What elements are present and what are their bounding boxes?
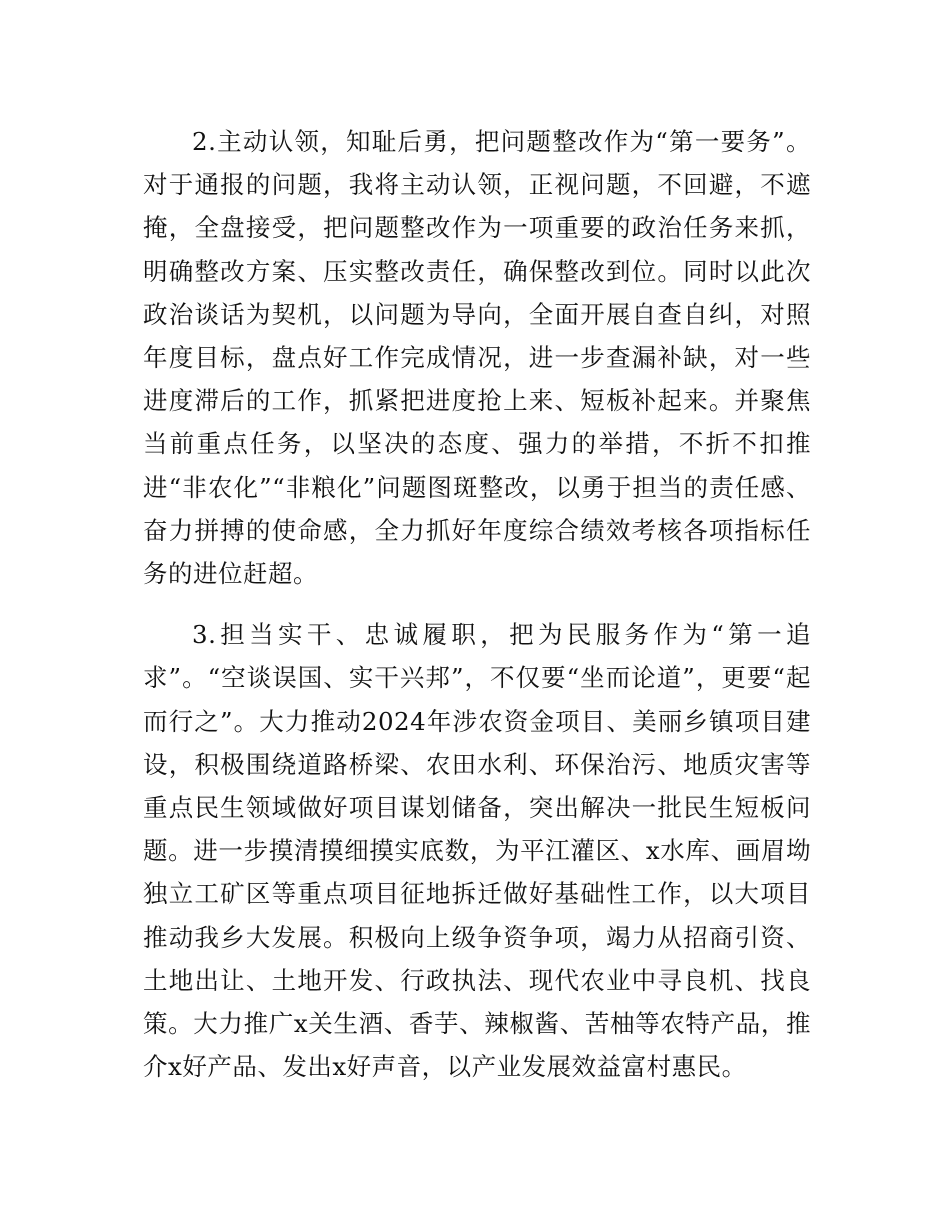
paragraph-2-problem-rectification: 2.主动认领，知耻后勇，把问题整改作为“第一要务”。对于通报的问题，我将主动认领，正视问题，不回避，不遮掩，全盘接受，把问题整改作为一项重要的政治任务来抓，明确整改方案、压实整改责任，确保整改到位。同时以此次政治谈话为契机，以问题为导向，全面开展自查自纠，对照年度目标，盘点好工作完成情况，进一步查漏补缺，对一些进度滞后的工作，抓紧把进度抢上来、短板补起来。并聚焦当前重点任务，以坚决的态度、强力的举措，不折不扣推进“非农化”“非粮化”问题图斑整改，以勇于担当的责任感、奋力拼搏的使命感，全力抓好年度综合绩效考核各项指标任务的进位赶超。 (143, 127, 811, 589)
document-body (143, 120, 811, 1106)
paragraph-3-serving-people: 3.担当实干、忠诚履职，把为民服务作为“第一追求”。“空谈误国、实干兴邦”，不仅要“坐而论道”，更要“起而行之”。大力推动2024年涉农资金项目、美丽乡镇项目建设，积极围绕道路桥梁、农田水利、环保治污、地质灾害等重点民生领域做好项目谋划储备，突出解决一批民生短板问题。进一步摸清摸细摸实底数，为平江灌区、x水库、画眉坳独立工矿区等重点项目征地拆迁做好基础性工作，以大项目推动我乡大发展。积极向上级争资争项，竭力从招商引资、土地出让、土地开发、行政执法、现代农业中寻良机、找良策。大力推广x关生酒、香芋、辣椒酱、苦柚等农特产品，推介x好产品、发出x好声音，以产业发展效益富村惠民。 (143, 620, 811, 1082)
